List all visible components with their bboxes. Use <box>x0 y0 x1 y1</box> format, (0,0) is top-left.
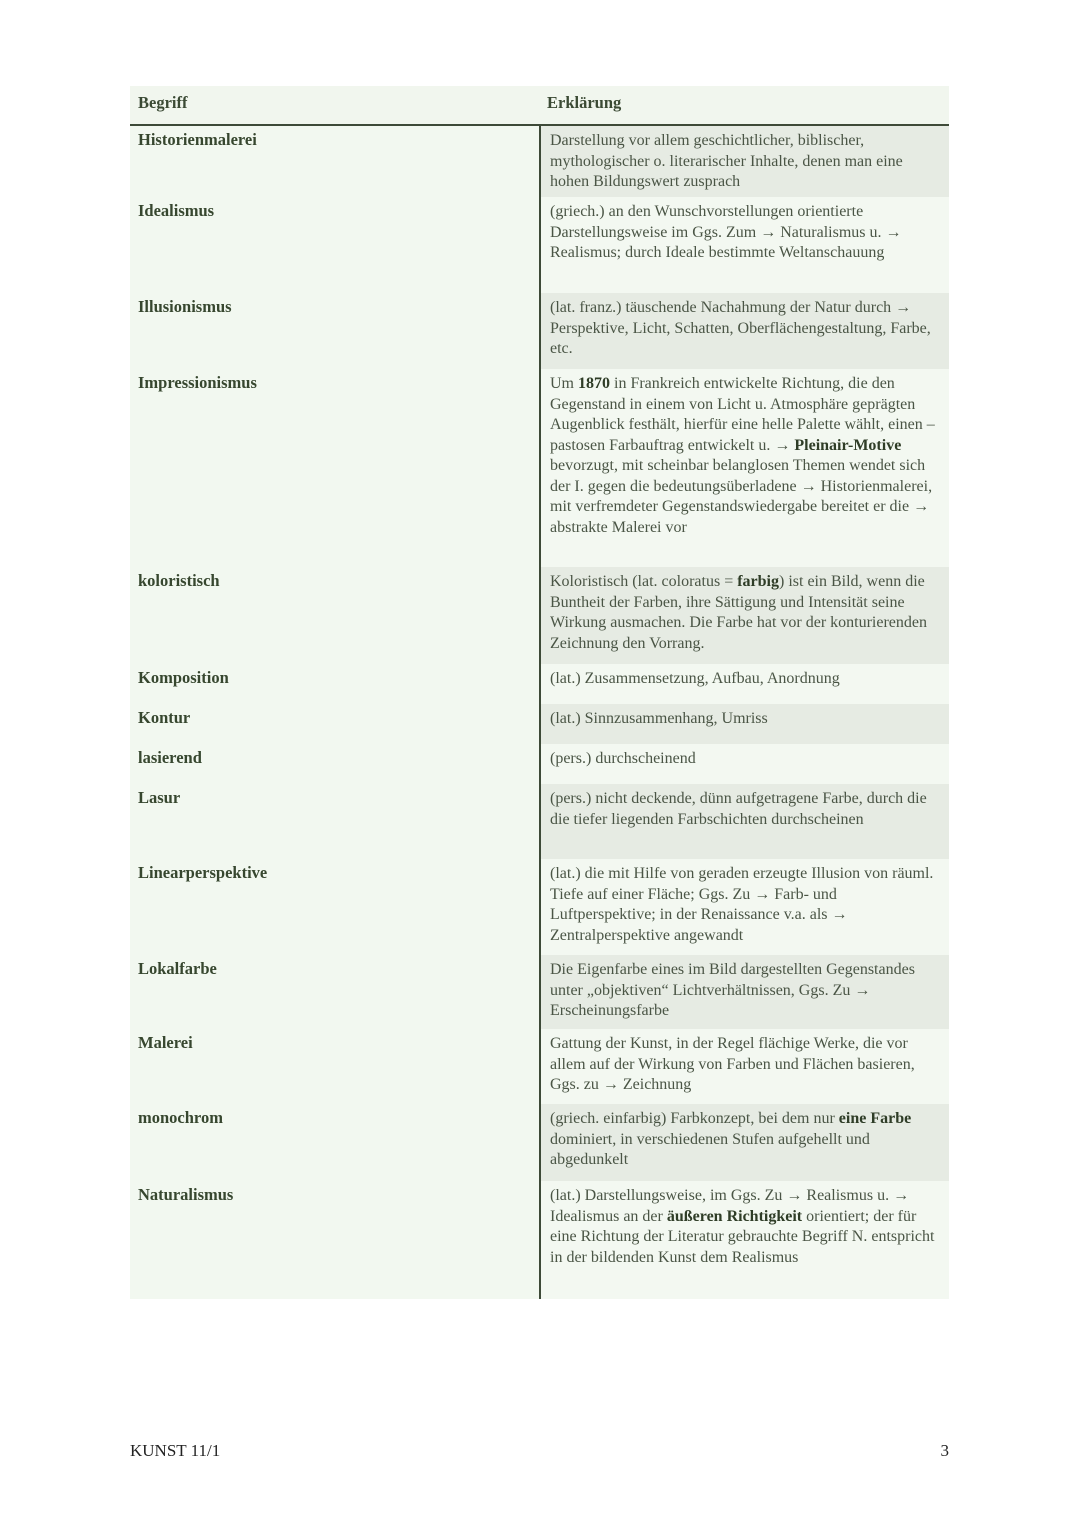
definition-cell: Die Eigenfarbe eines im Bild dargestellten Gegenstandes unter „objektiven“ Lichtverhältnissen, Ggs. Zu → Erscheinungsfarbe <box>539 955 949 1029</box>
table-row <box>130 784 949 859</box>
term-cell: Historienmalerei <box>130 126 539 197</box>
table-row <box>130 369 949 567</box>
term-cell: koloristisch <box>130 567 539 664</box>
term-cell: Komposition <box>130 664 539 704</box>
term-cell: monochrom <box>130 1104 539 1181</box>
term-cell: Lokalfarbe <box>130 955 539 1029</box>
table-row <box>130 567 949 664</box>
term-cell: Illusionismus <box>130 293 539 369</box>
term-cell: Naturalismus <box>130 1181 539 1299</box>
term-cell: Malerei <box>130 1029 539 1104</box>
emphasis-text: äußeren Richtigkeit <box>666 1207 803 1225</box>
page-number: 3 <box>940 1441 949 1460</box>
emphasis-text: 1870 <box>578 375 610 392</box>
table-row <box>130 1104 949 1181</box>
term-cell: Kontur <box>130 704 539 744</box>
term-cell: lasierend <box>130 744 539 784</box>
term-cell: Lasur <box>130 784 539 859</box>
definition-cell: (pers.) durchscheinend <box>539 744 949 784</box>
definition-cell: (lat. franz.) täuschende Nachahmung der Natur durch → Perspektive, Licht, Schatten, Oberflächengestaltung, Farbe, etc. <box>539 293 949 369</box>
table-row <box>130 664 949 704</box>
definition-cell: (griech. einfarbig) Farbkonzept, bei dem nur eine Farbe dominiert, in verschiedenen Stufen aufgehellt und abgedunkelt <box>539 1104 949 1181</box>
column-header-definition: Erklärung <box>547 93 622 112</box>
table-row <box>130 1029 949 1104</box>
footer-course-label: KUNST 11/1 <box>130 1441 221 1460</box>
emphasis-text: eine Farbe <box>838 1110 912 1127</box>
term-cell: Impressionismus <box>130 369 539 567</box>
table-row <box>130 126 949 197</box>
term-cell: Linearperspektive <box>130 859 539 955</box>
definition-cell: (lat.) Zusammensetzung, Aufbau, Anordnung <box>539 664 949 704</box>
definition-cell: (pers.) nicht deckende, dünn aufgetragene Farbe, durch die die tiefer liegenden Farbschichten durchscheinen <box>539 784 949 859</box>
definition-cell: (lat.) Darstellungsweise, im Ggs. Zu → Realismus u. → Idealismus an der äußeren Richtigkeit orientiert; der für eine Richtung der Literatur gebrauchte Begriff N. entspricht in der bildenden Kunst dem Realismus <box>539 1181 949 1299</box>
definition-cell: Darstellung vor allem geschichtlicher, biblischer, mythologischer o. literarischer Inhalte, denen man eine hohen Bildungswert zusprach <box>539 126 949 197</box>
table-row <box>130 293 949 369</box>
definition-cell: (lat.) die mit Hilfe von geraden erzeugte Illusion von räuml. Tiefe auf einer Fläche; Ggs. Zu → Farb- und Luftperspektive; in der Renaissance v.a. als → Zentralperspektive angewandt <box>539 859 949 955</box>
definition-cell: Um 1870 in Frankreich entwickelte Richtung, die den Gegenstand in einem von Licht u. Atmosphäre geprägten Augenblick festhält, hierfür eine helle Palette wählt, einen – pastosen Farbauftrag entwickelt u. → Pleinair-Motive bevorzugt, mit scheinbar belanglosen Themen wendet sich der I. gegen die bedeutungsüberladene → Historienmalerei, mit verfremdeter Gegenstandswiedergabe bereitet er die → abstrakte Malerei vor <box>539 369 949 567</box>
table-row <box>130 859 949 955</box>
emphasis-text: farbig <box>737 573 779 590</box>
glossary-table <box>130 86 949 1299</box>
table-row <box>130 744 949 784</box>
definition-cell: Gattung der Kunst, in der Regel flächige Werke, die vor allem auf der Wirkung von Farben und Flächen basieren, Ggs. zu → Zeichnung <box>539 1029 949 1104</box>
table-body <box>130 126 949 1299</box>
table-header <box>130 86 949 126</box>
table-row <box>130 1181 949 1299</box>
page-footer <box>130 1441 949 1461</box>
definition-cell: (lat.) Sinnzusammenhang, Umriss <box>539 704 949 744</box>
emphasis-text: Pleinair-Motive <box>794 436 902 454</box>
column-header-term: Begriff <box>138 93 188 112</box>
definition-cell: Koloristisch (lat. coloratus = farbig) ist ein Bild, wenn die Buntheit der Farben, ihre Sättigung und Intensität seine Wirkung ausmachen. Die Farbe hat vor der konturierenden Zeichnung den Vorrang. <box>539 567 949 664</box>
term-cell: Idealismus <box>130 197 539 293</box>
table-row <box>130 955 949 1029</box>
table-row <box>130 704 949 744</box>
definition-cell: (griech.) an den Wunschvorstellungen orientierte Darstellungsweise im Ggs. Zum → Naturalismus u. → Realismus; durch Ideale bestimmte Weltanschauung <box>539 197 949 293</box>
table-row <box>130 197 949 293</box>
